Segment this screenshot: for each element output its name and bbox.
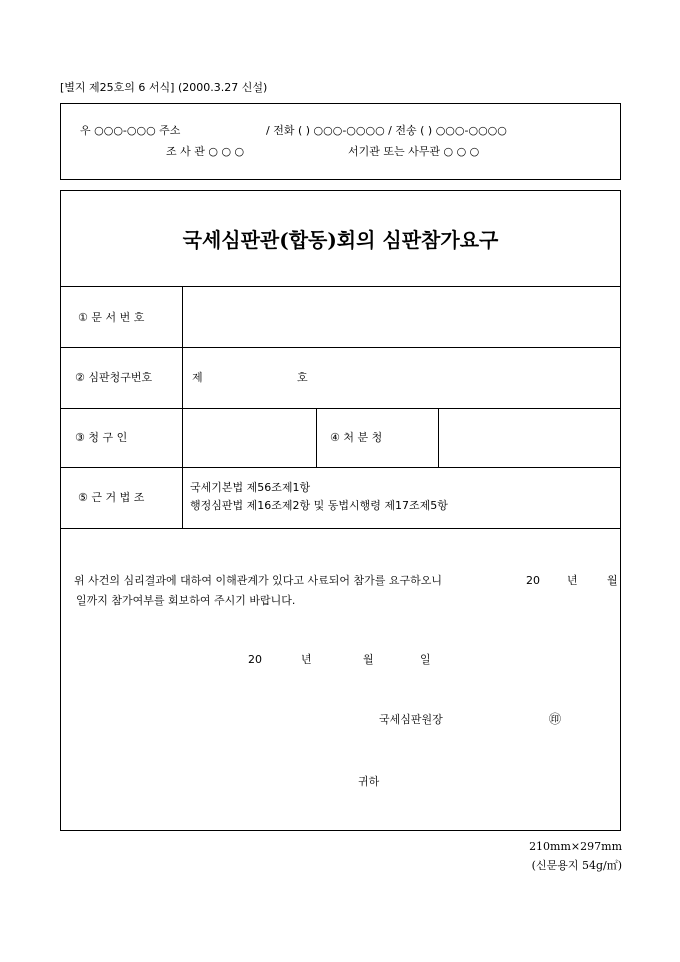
paper-type: (신문용지 54g/㎡) bbox=[531, 859, 622, 872]
row-divider bbox=[60, 347, 621, 348]
issue-date-year-unit: 년 bbox=[301, 653, 312, 666]
legal-basis-line1: 국세기본법 제56조제1항 bbox=[190, 481, 311, 494]
claim-number-label: ② 심판청구번호 bbox=[75, 371, 153, 384]
form-title: 국세심판관(합동)회의 심판참가요구 bbox=[182, 228, 499, 252]
document-number-label: ① 문 서 번 호 bbox=[78, 311, 145, 324]
issue-date-month-unit: 월 bbox=[363, 653, 374, 666]
claim-number-prefix: 제 bbox=[192, 371, 203, 384]
issue-date-day-unit: 일 bbox=[420, 653, 431, 666]
sender-phone-fax: / 전화 ( ) ○○○-○○○○ / 전송 ( ) ○○○-○○○○ bbox=[266, 124, 507, 137]
seal-mark: ㊞ bbox=[549, 712, 562, 726]
recipient-honorific: 귀하 bbox=[358, 775, 380, 788]
deadline-year: 20 bbox=[526, 574, 540, 587]
deadline-month-unit: 월 bbox=[607, 574, 618, 587]
legal-basis-label: ⑤ 근 거 법 조 bbox=[78, 491, 145, 504]
cell-divider bbox=[438, 408, 439, 467]
deadline-year-unit: 년 bbox=[567, 574, 578, 587]
request-text-line2: 일까지 참가여부를 회보하여 주시기 바랍니다. bbox=[76, 594, 296, 607]
issue-date-year: 20 bbox=[248, 653, 262, 666]
label-column-divider bbox=[182, 286, 183, 528]
row-divider bbox=[60, 286, 621, 287]
clerk-name: 서기관 또는 사무관 ○ ○ ○ bbox=[348, 145, 480, 158]
sender-address: 우 ○○○-○○○ 주소 bbox=[80, 124, 181, 137]
signer-title: 국세심판원장 bbox=[379, 713, 443, 726]
claimant-label: ③ 청 구 인 bbox=[75, 431, 128, 444]
claim-number-suffix: 호 bbox=[297, 371, 308, 384]
disposition-office-label: ④ 처 분 청 bbox=[330, 431, 383, 444]
form-reference: [별지 제25호의 6 서식] (2000.3.27 신설) bbox=[60, 81, 268, 94]
row-divider bbox=[60, 528, 621, 529]
sender-info-box bbox=[60, 103, 621, 180]
paper-size: 210mm×297mm bbox=[529, 840, 622, 853]
cell-divider bbox=[316, 408, 317, 467]
request-text-line1: 위 사건의 심리결과에 대하여 이해관계가 있다고 사료되어 참가를 요구하오니 bbox=[74, 574, 443, 587]
examiner-name: 조 사 관 ○ ○ ○ bbox=[166, 145, 245, 158]
legal-basis-line2: 행정심판법 제16조제2항 및 동법시행령 제17조제5항 bbox=[190, 499, 448, 512]
row-divider bbox=[60, 467, 621, 468]
row-divider bbox=[60, 408, 621, 409]
